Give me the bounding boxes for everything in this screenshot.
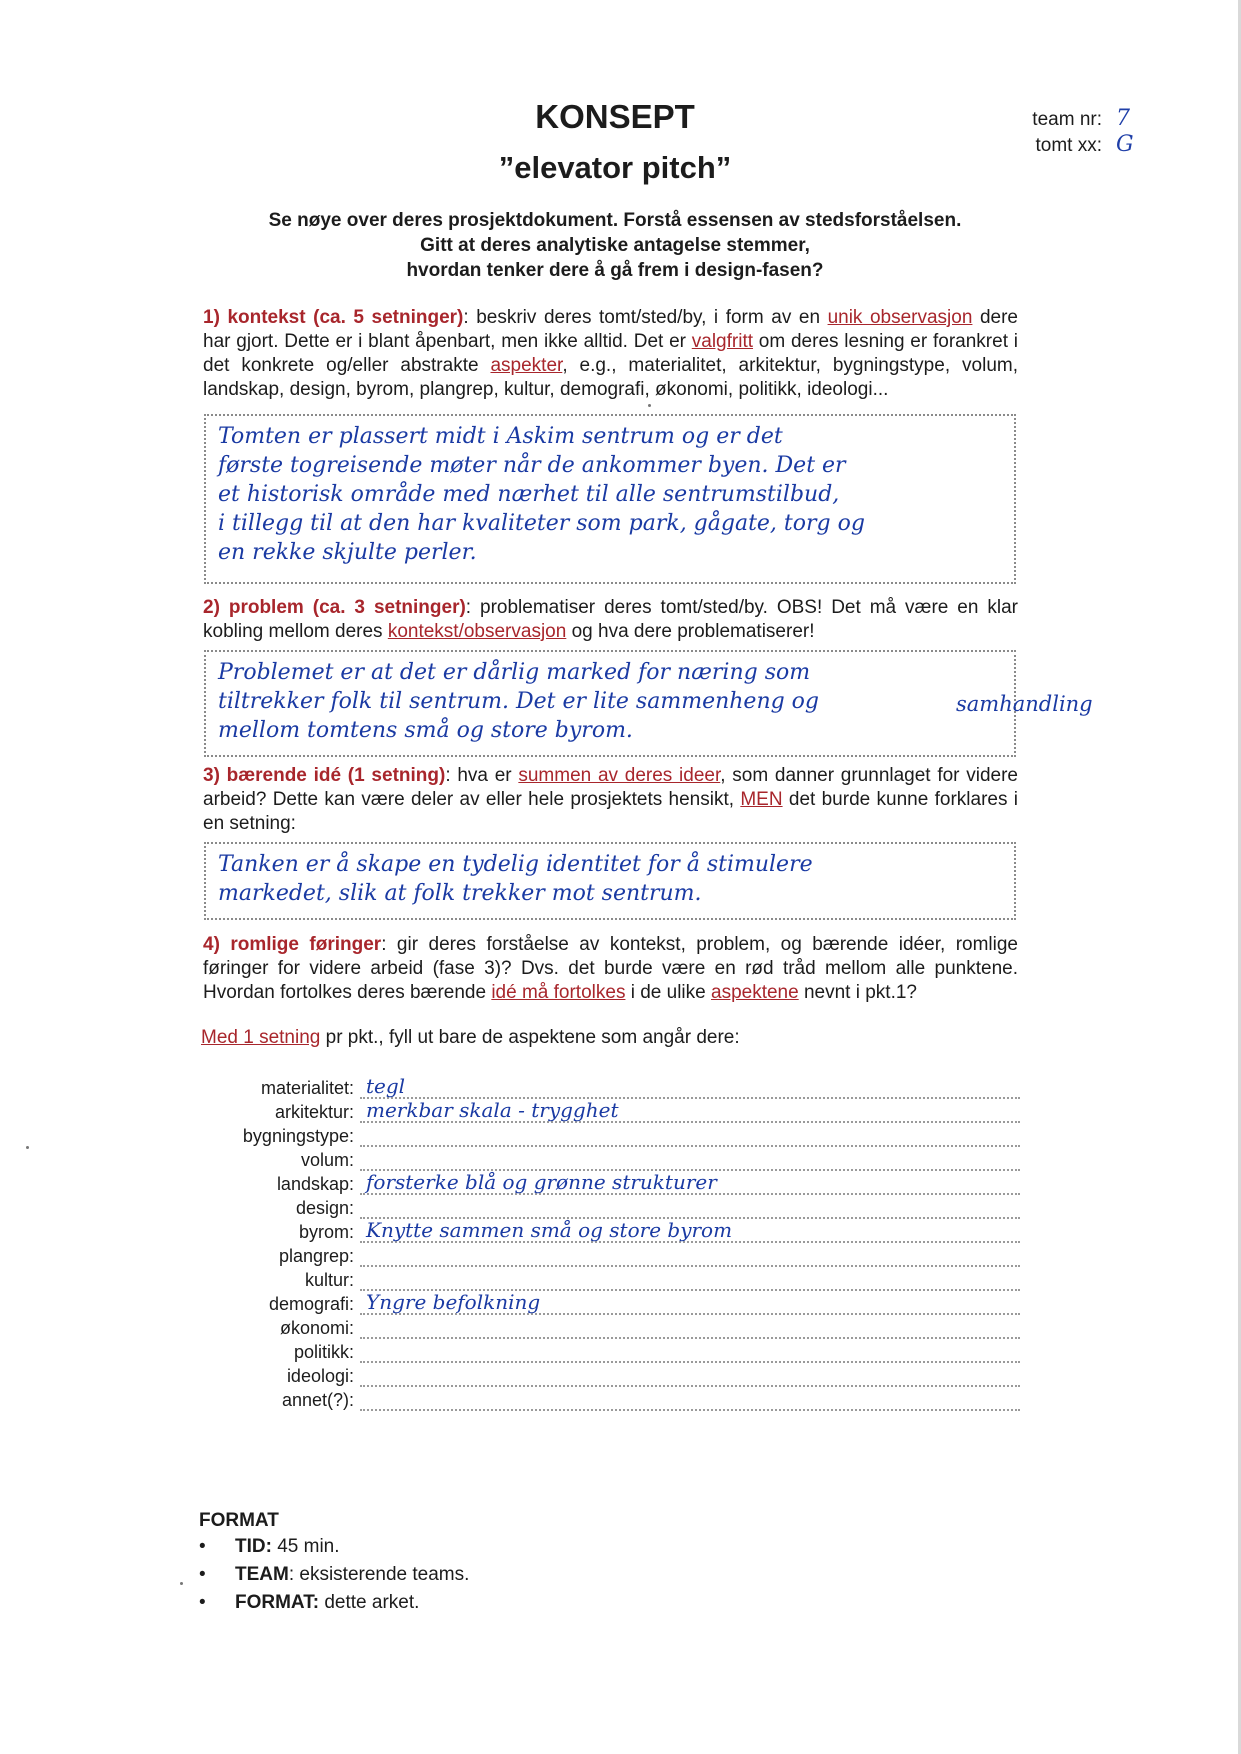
- aspect-row: [200, 1171, 1020, 1195]
- intro-line: Gitt at deres analytiske antagelse stemmer,: [420, 235, 810, 256]
- handwritten-line: mellom tomtens små og store byrom.: [218, 718, 633, 743]
- aspect-field[interactable]: [360, 1149, 1020, 1171]
- scan-speck: [26, 1146, 29, 1149]
- intro-line: Se nøye over deres prosjektdokument. Forstå essensen av stedsforståelsen.: [268, 210, 962, 231]
- team-label: team nr:: [1032, 109, 1102, 130]
- handwritten-line: Problemet er at det er dårlig marked for næring som: [218, 660, 811, 685]
- aspect-field[interactable]: [360, 1365, 1020, 1387]
- format-key: TID:: [235, 1536, 272, 1557]
- aspect-row: [200, 1363, 1020, 1387]
- aspect-label: økonomi:: [279, 1318, 354, 1338]
- section-problem: [203, 596, 1018, 644]
- aspect-label: byrom:: [298, 1222, 354, 1242]
- section-text: nevnt i pkt.1?: [798, 982, 917, 1003]
- aspect-label: design:: [295, 1198, 354, 1218]
- tomt-value: G: [1116, 132, 1134, 157]
- section-text: , som danner grunnlaget for videre arbeid? Dette kan være deler av eller hele prosjektets hensikt,: [203, 765, 1018, 810]
- format-text: 45 min.: [271, 1536, 340, 1557]
- aspect-row: [200, 1387, 1020, 1411]
- aspect-field[interactable]: [360, 1341, 1020, 1363]
- instruction-line: [201, 1027, 740, 1049]
- section-heading: 4) romlige føringer: [203, 934, 382, 955]
- aspect-value: Yngre befolkning: [366, 1290, 541, 1314]
- team-value: 7: [1116, 106, 1130, 131]
- underlined-term: summen av deres ideer: [518, 765, 721, 786]
- aspect-value: forsterke blå og grønne strukturer: [366, 1170, 717, 1194]
- handwritten-line: Tomten er plassert midt i Askim sentrum og er det: [218, 424, 783, 449]
- aspect-row: [200, 1075, 1020, 1099]
- underlined-term: valgfritt: [691, 331, 754, 352]
- format-list: [199, 1535, 469, 1619]
- section-text: det burde kunne forklares i en setning:: [203, 789, 1018, 834]
- scan-speck: [180, 1582, 183, 1585]
- aspect-field[interactable]: [360, 1389, 1020, 1411]
- underlined-term: MEN: [740, 789, 783, 810]
- underlined-term: kontekst/observasjon: [387, 621, 567, 642]
- handwritten-overflow: samhandling: [956, 692, 1093, 716]
- handwritten-line: Tanken er å skape en tydelig identitet for å stimulere: [218, 852, 813, 877]
- aspect-label: arkitektur:: [274, 1102, 354, 1122]
- section-text: : hva er: [445, 765, 519, 786]
- aspect-field[interactable]: [360, 1197, 1020, 1219]
- aspect-label: politikk:: [293, 1342, 354, 1362]
- aspect-row: [200, 1123, 1020, 1147]
- format-item: [199, 1591, 469, 1619]
- aspect-field[interactable]: [360, 1125, 1020, 1147]
- aspect-label: volum:: [300, 1150, 354, 1170]
- aspect-row: [200, 1219, 1020, 1243]
- handwritten-line: i tillegg til at den har kvaliteter som park, gågate, torg og: [218, 511, 865, 536]
- team-info: [1010, 106, 1134, 158]
- aspect-label: annet(?):: [281, 1390, 354, 1410]
- section-text: , e.g., materialitet, arkitektur, bygningstype, volum, landskap, design, byrom, plangrep, kultur, demografi, økonomi, politikk, ideologi...: [203, 355, 1018, 400]
- page-subtitle: ”elevator pitch”: [498, 150, 732, 185]
- aspect-label: plangrep:: [278, 1246, 354, 1266]
- aspect-field[interactable]: [360, 1245, 1020, 1267]
- section-heading: 3) bærende idé (1 setning): [203, 765, 446, 786]
- aspect-label: materialitet:: [260, 1078, 354, 1098]
- section-ide: [203, 764, 1018, 836]
- format-item: [199, 1563, 469, 1591]
- ide-answer-box[interactable]: [204, 842, 1016, 920]
- aspect-field[interactable]: [360, 1170, 1020, 1195]
- page-title: KONSEPT: [535, 98, 695, 135]
- handwritten-line: tiltrekker folk til sentrum. Det er lite sammenheng og: [218, 689, 820, 714]
- format-item: [199, 1535, 469, 1563]
- format-key: TEAM: [235, 1564, 289, 1585]
- scan-speck: [648, 404, 651, 407]
- section-text: i de ulike: [625, 982, 711, 1003]
- aspect-field[interactable]: [360, 1317, 1020, 1339]
- format-section: [199, 1509, 469, 1619]
- format-text: : eksisterende teams.: [288, 1564, 470, 1585]
- aspect-value: merkbar skala - trygghet: [366, 1098, 619, 1122]
- intro-line: hvordan tenker dere å gå frem i design-fasen?: [406, 260, 824, 281]
- underlined-term: unik observasjon: [827, 307, 973, 328]
- aspect-field[interactable]: [360, 1269, 1020, 1291]
- handwritten-line: markedet, slik at folk trekker mot sentrum.: [218, 881, 702, 906]
- aspect-row: [200, 1195, 1020, 1219]
- section-heading: 1) kontekst (ca. 5 setninger): [203, 307, 464, 328]
- aspect-field[interactable]: [360, 1290, 1020, 1315]
- aspect-label: ideologi:: [286, 1366, 354, 1386]
- format-key: FORMAT:: [235, 1592, 320, 1613]
- aspect-row: [200, 1339, 1020, 1363]
- underlined-term: Med 1 setning: [201, 1027, 321, 1048]
- handwritten-line: et historisk område med nærhet til alle sentrumstilbud,: [218, 482, 840, 507]
- aspect-row: [200, 1147, 1020, 1171]
- section-romlige: [203, 933, 1018, 1005]
- underlined-term: aspektene: [711, 982, 799, 1003]
- section-text: : gir deres forståelse av kontekst, problem, og bærende idéer, romlige føringer for videre arbeid (fase 3)? Dvs. det burde være en rød tråd mellom alle punktene. Hvordan fortolkes deres bærende: [203, 934, 1018, 1003]
- kontekst-answer-box[interactable]: [204, 414, 1016, 584]
- aspect-row: [200, 1267, 1020, 1291]
- handwritten-line: første togreisende møter når de ankommer byen. Det er: [218, 453, 846, 478]
- aspect-label: bygningstype:: [242, 1126, 354, 1146]
- section-text: : problematiser deres tomt/sted/by. OBS! Det må være en klar kobling mellom deres: [203, 597, 1018, 642]
- underlined-term: idé må fortolkes: [491, 982, 626, 1003]
- aspect-row: [200, 1243, 1020, 1267]
- aspect-field[interactable]: [360, 1074, 1020, 1099]
- aspect-value: Knytte sammen små og store byrom: [366, 1218, 733, 1242]
- underlined-term: aspekter: [490, 355, 563, 376]
- aspects-list: [200, 1075, 1020, 1411]
- aspect-field[interactable]: [360, 1098, 1020, 1123]
- format-text: dette arket.: [319, 1592, 420, 1613]
- intro-text: [0, 208, 1230, 283]
- aspect-label: demografi:: [268, 1294, 354, 1314]
- section-heading: 2) problem (ca. 3 setninger): [203, 597, 466, 618]
- aspect-label: landskap:: [276, 1174, 354, 1194]
- instruction-text: pr pkt., fyll ut bare de aspektene som angår dere:: [320, 1027, 740, 1048]
- format-title: FORMAT: [199, 1510, 279, 1531]
- section-text: : beskriv deres tomt/sted/by, i form av en: [463, 307, 828, 328]
- aspect-value: tegl: [366, 1074, 406, 1098]
- section-text: dere har gjort. Dette er i blant åpenbart, men ikke alltid. Det er: [203, 307, 1018, 352]
- section-kontekst: [203, 306, 1018, 402]
- aspect-row: [200, 1315, 1020, 1339]
- aspect-row: [200, 1099, 1020, 1123]
- problem-answer-box[interactable]: [204, 650, 1016, 757]
- section-text: om deres lesning er forankret i det konkrete og/eller abstrakte: [203, 331, 1018, 376]
- aspect-row: [200, 1291, 1020, 1315]
- aspect-field[interactable]: [360, 1218, 1020, 1243]
- tomt-label: tomt xx:: [1035, 135, 1102, 156]
- aspect-label: kultur:: [304, 1270, 354, 1290]
- handwritten-line: en rekke skjulte perler.: [218, 540, 477, 565]
- section-text: og hva dere problematiserer!: [566, 621, 815, 642]
